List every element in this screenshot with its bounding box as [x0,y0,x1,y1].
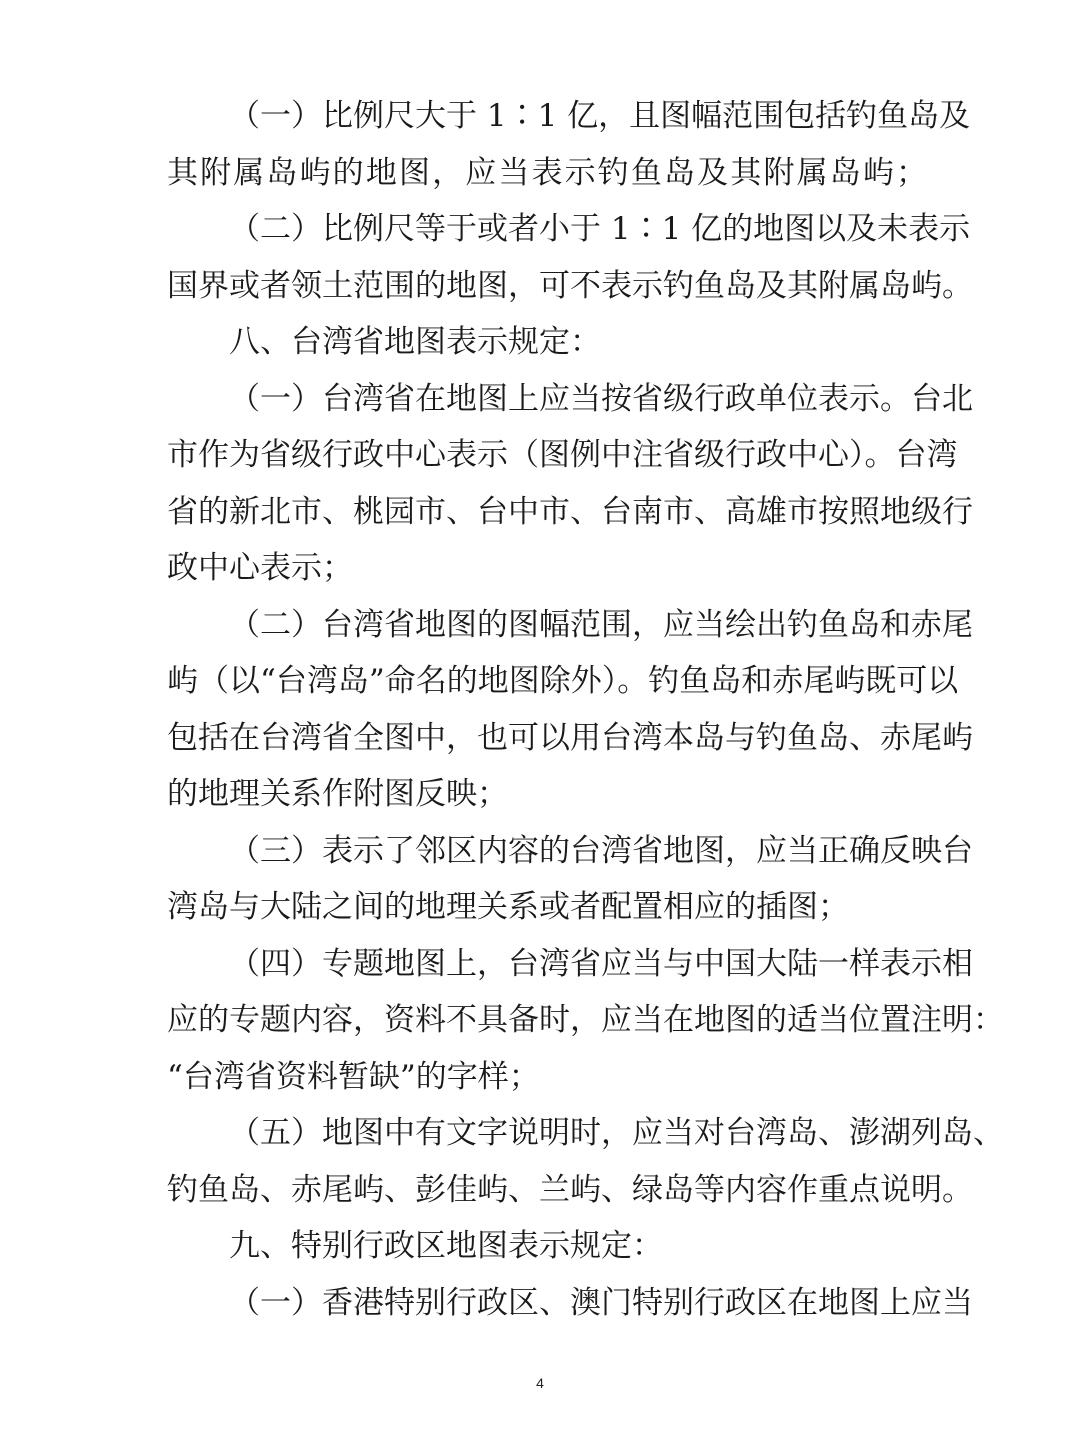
page-number: 4 [536,1375,544,1391]
text-line: （三）表示了邻区内容的台湾省地图，应当正确反映台 [229,832,973,869]
text-line: （二）台湾省地图的图幅范围，应当绘出钓鱼岛和赤尾 [229,606,973,643]
section-heading: 九、特别行政区地图表示规定： [229,1228,663,1264]
text-line: 省的新北市、桃园市、台中市、台南市、高雄市按照地级行 [167,493,973,530]
text-line: 钓鱼岛、赤尾屿、彭佳屿、兰屿、绿岛等内容作重点说明。 [167,1171,973,1208]
text-line: （四）专题地图上，台湾省应当与中国大陆一样表示相 [229,945,973,982]
text-line: 屿（以“台湾岛”命名的地图除外）。钓鱼岛和赤尾屿既可以 [167,663,959,699]
text-line: 的地理关系作附图反映； [167,776,508,812]
text-line: （二）比例尺等于或者小于 1∶1 亿的地图以及未表示 [229,211,971,247]
text-line: 湾岛与大陆之间的地理关系或者配置相应的插图； [167,889,849,925]
section-heading: 八、台湾省地图表示规定： [229,324,601,360]
text-line: 其附属岛屿的地图，应当表示钓鱼岛及其附属岛屿； [167,154,927,191]
text-line: 国界或者领土范围的地图，可不表示钓鱼岛及其附属岛屿。 [167,267,973,304]
text-line: （五）地图中有文字说明时，应当对台湾岛、澎湖列岛、 [229,1115,1004,1151]
text-line: （一）台湾省在地图上应当按省级行政单位表示。台北 [229,380,973,417]
document-body [167,88,1004,1331]
text-line: 市作为省级行政中心表示（图例中注省级行政中心）。台湾 [167,437,958,473]
text-line: （一）比例尺大于 1∶1 亿，且图幅范围包括钓鱼岛及 [229,98,971,134]
text-line: （一）香港特别行政区、澳门特别行政区在地图上应当 [229,1284,973,1321]
text-line: 政中心表示； [167,550,353,586]
text-line: 包括在台湾省全图中，也可以用台湾本岛与钓鱼岛、赤尾屿 [167,719,973,756]
text-line: “台湾省资料暂缺”的字样； [167,1058,540,1095]
text-line: 应的专题内容，资料不具备时，应当在地图的适当位置注明： [167,1002,1004,1038]
